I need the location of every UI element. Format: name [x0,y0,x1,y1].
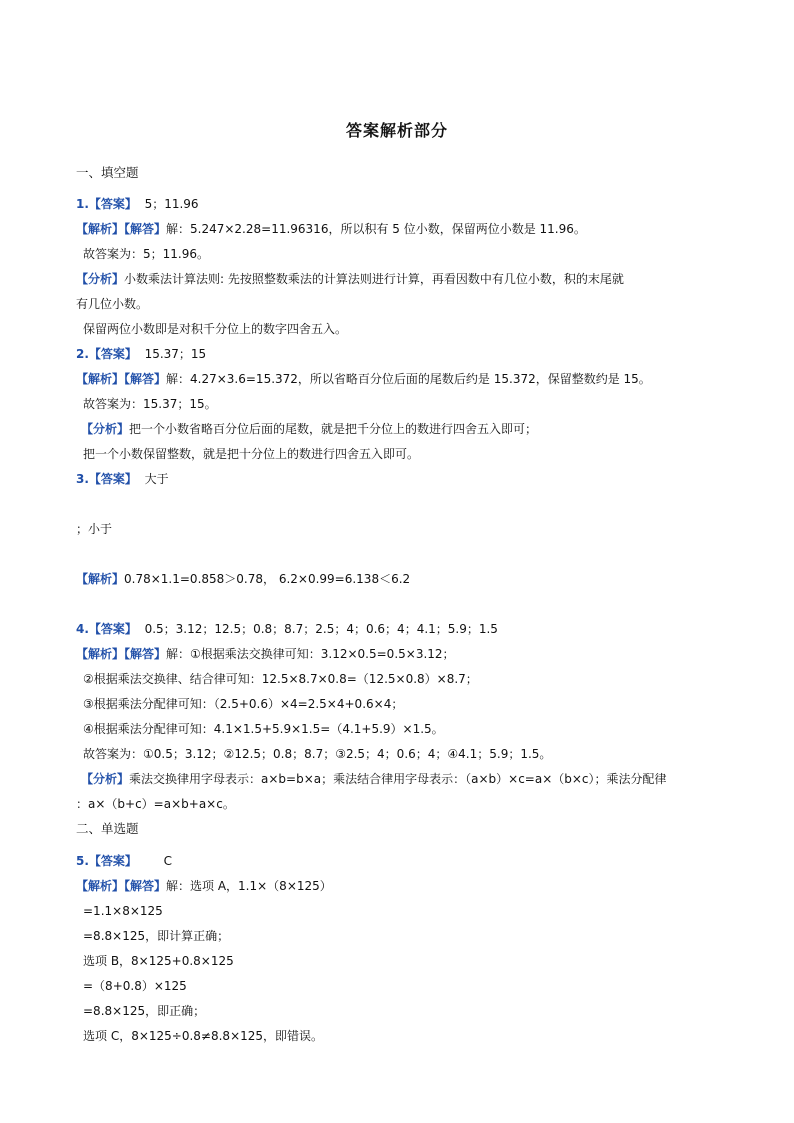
analysis-text: 小数乘法计算法则: 先按照整数乘法的计算法则进行计算，再看因数中有几位小数，积的末尾就 [124,272,624,286]
q1-analysis-cont: 有几位小数。 [76,297,149,311]
q1-analysis-cont2: 保留两位小数即是对积千分位上的数字四舍五入。 [83,322,348,336]
q5-solution-step5: =（8+0.8）×125 [83,979,187,993]
q3-solution [76,571,410,587]
q2-final-answer: 故答案为：15.37；15。 [83,397,217,411]
q3-answer [76,471,169,487]
q5-solution-step3: =8.8×125，即计算正确； [83,929,230,943]
q5-solution-step7: 选项 C，8×125÷0.8≠8.8×125，即错误。 [83,1029,324,1043]
answer-label: 5.【答案】 [76,854,137,868]
answer-label: 1.【答案】 [76,197,137,211]
analysis-text: 把一个小数省略百分位后面的尾数，就是把千分位上的数进行四舍五入即可； [129,422,538,436]
q2-analysis [81,421,537,437]
solution-text: 解：4.27×3.6=15.372，所以省略百分位后面的尾数后约是 15.372，保留整数约是 15。 [166,372,651,386]
q1-solution [76,221,586,237]
answer-text: 5；11.96 [144,197,199,211]
q5-solution [76,878,332,894]
solution-label: 【解析】【解答】 [76,222,167,236]
q4-analysis [81,771,667,787]
q4-analysis-cont: ：a×（b+c）=a×b+a×c。 [76,797,235,811]
page-title: 答案解析部分 [345,121,448,140]
q4-solution [76,646,455,662]
analysis-label: 【分析】 [81,772,130,786]
solution-text: 解：①根据乘法交换律可知：3.12×0.5=0.5×3.12； [166,647,455,661]
solution-label: 【解析】【解答】 [76,879,167,893]
answer-label: 2.【答案】 [76,347,137,361]
q5-solution-step4: 选项 B，8×125+0.8×125 [83,954,234,968]
solution-text: 0.78×1.1=0.858＞0.78， 6.2×0.99=6.138＜6.2 [124,572,411,586]
analysis-text: 乘法交换律用字母表示：a×b=b×a；乘法结合律用字母表示：（a×b）×c=a×（b×c）；乘法分配律 [129,772,667,786]
q3-answer-cont: ；小于 [76,522,113,536]
q5-answer [76,853,172,869]
q2-answer [76,346,206,362]
answer-text: 大于 [144,472,169,486]
q1-answer [76,196,199,212]
solution-label: 【解析】 [76,572,125,586]
q4-solution-step4: ④根据乘法分配律可知：4.1×1.5+5.9×1.5=（4.1+5.9）×1.5。 [83,722,444,736]
q4-answer [76,621,498,637]
solution-label: 【解析】【解答】 [76,372,167,386]
q4-solution-step3: ③根据乘法分配律可知：（2.5+0.6）×4=2.5×4+0.6×4； [83,697,404,711]
solution-label: 【解析】【解答】 [76,647,167,661]
q1-final-answer: 故答案为：5；11.96。 [83,247,209,261]
answer-text: 15.37；15 [144,347,207,361]
section-heading-fill-blank: 一、填空题 [76,165,139,180]
q5-solution-step6: =8.8×125，即正确； [83,1004,206,1018]
solution-text: 解：选项 A，1.1×（8×125） [166,879,332,893]
analysis-label: 【分析】 [81,422,130,436]
solution-text: 解：5.247×2.28=11.96316，所以积有 5 位小数，保留两位小数是 11.96。 [166,222,586,236]
q2-analysis-cont: 把一个小数保留整数，就是把十分位上的数进行四舍五入即可。 [83,447,420,461]
answer-label: 4.【答案】 [76,622,137,636]
q4-solution-step2: ②根据乘法交换律、结合律可知：12.5×8.7×0.8=（12.5×0.8）×8.7； [83,672,478,686]
analysis-label: 【分析】 [76,272,125,286]
answer-text: C [163,854,173,868]
q2-solution [76,371,651,387]
answer-label: 3.【答案】 [76,472,137,486]
q1-analysis [76,271,624,287]
section-heading-single-choice: 二、单选题 [76,821,139,836]
answer-text: 0.5；3.12；12.5；0.8；8.7；2.5；4；0.6；4；4.1；5.9；1.5 [144,622,498,636]
q4-final-answer: 故答案为：①0.5；3.12；②12.5；0.8；8.7；③2.5；4；0.6；4；④4.1；5.9；1.5。 [83,747,552,761]
q5-solution-step2: =1.1×8×125 [83,904,163,918]
